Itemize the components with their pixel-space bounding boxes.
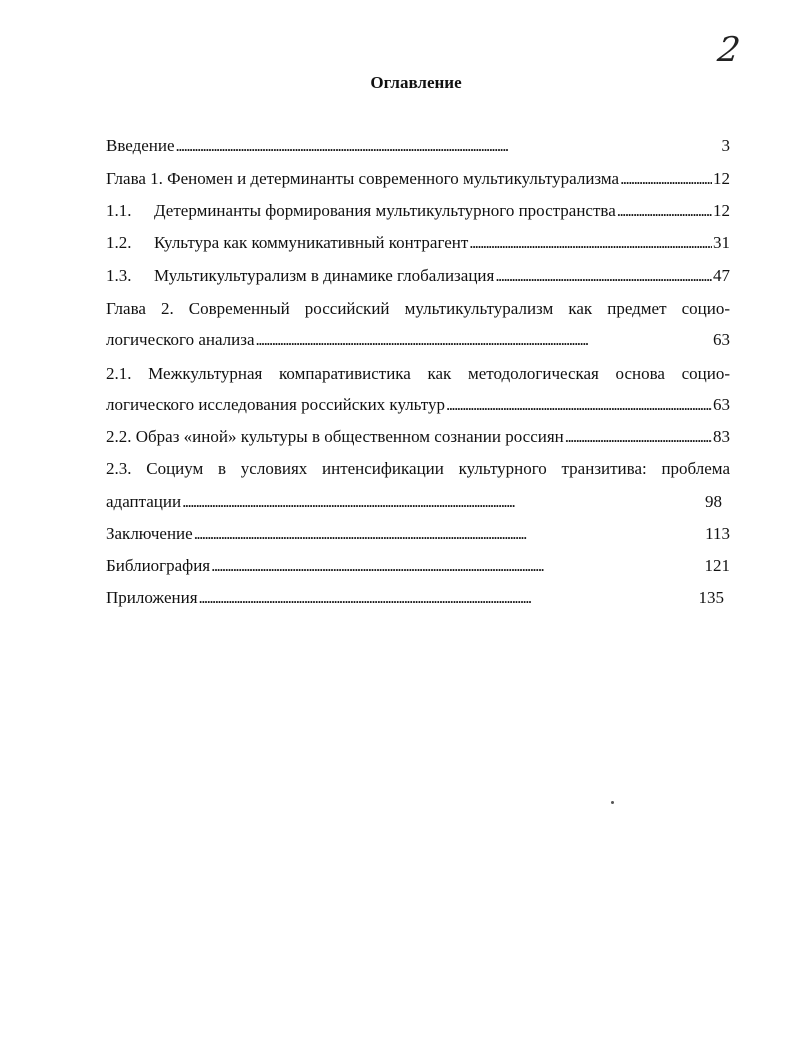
toc-page-number: 47 xyxy=(713,266,730,285)
toc-entry-section-2-1-line-2[interactable] xyxy=(106,394,730,416)
section-number: 1.2. xyxy=(106,233,132,252)
section-number: 1.3. xyxy=(106,266,132,285)
section-number: 1.1. xyxy=(106,201,132,220)
leader-dots xyxy=(495,265,712,287)
toc-page-number: 3 xyxy=(721,136,730,155)
toc-page-number: 31 xyxy=(713,233,730,252)
toc-page-number: 121 xyxy=(704,556,730,575)
toc-entry-section-2-1-line-1[interactable] xyxy=(106,363,730,385)
toc-entry-label: Приложения xyxy=(106,588,198,607)
toc-page-number: 12 xyxy=(713,201,730,220)
toc-entry-section-2-2[interactable] xyxy=(106,426,730,448)
leader-dots xyxy=(211,555,703,577)
leader-dots xyxy=(446,394,712,416)
toc-entry-label: Глава 1. Феномен и детерминанты современного мультикультурализма xyxy=(106,169,620,188)
toc-entry-appendices[interactable] xyxy=(106,587,724,609)
scan-speck xyxy=(611,801,614,804)
toc-entry-label: 2.3. Социум в условиях интенсификации культурного транзитива: проблема xyxy=(106,459,730,478)
toc-entry-bibliography[interactable] xyxy=(106,555,730,577)
toc-entry-chapter-2-line-2[interactable] xyxy=(106,329,730,351)
toc-page-number: 63 xyxy=(713,395,730,414)
leader-dots xyxy=(194,523,704,545)
toc-entry-label: 2.1. Межкультурная компаративистика как методологическая основа социо- xyxy=(106,364,730,383)
leader-dots xyxy=(565,426,712,448)
toc-entry-label: Культура как коммуникативный контрагент xyxy=(154,233,469,252)
toc-entry-intro[interactable] xyxy=(106,135,730,157)
leader-dots xyxy=(182,491,704,513)
toc-entry-label: логического анализа xyxy=(106,330,255,349)
toc-entry-label: адаптации xyxy=(106,492,182,511)
toc-title: Оглавление xyxy=(370,73,462,92)
toc-page-number: 12 xyxy=(713,169,730,188)
toc-entry-label: Детерминанты формирования мультикультурного пространства xyxy=(154,201,616,220)
toc-page-number: 83 xyxy=(713,427,730,446)
handwritten-page-number: 2 xyxy=(715,30,743,70)
toc-page-number: 135 xyxy=(698,588,724,607)
toc-entry-section-1-2[interactable] xyxy=(106,232,730,254)
toc-entry-label: Библиография xyxy=(106,556,211,575)
leader-dots xyxy=(199,587,698,609)
leader-dots xyxy=(617,200,712,222)
toc-entry-section-1-1[interactable] xyxy=(106,200,730,222)
toc-entry-conclusion[interactable] xyxy=(106,523,730,545)
leader-dots xyxy=(176,135,721,157)
toc-page-number: 113 xyxy=(705,524,730,543)
toc-entry-section-2-3-line-1[interactable] xyxy=(106,458,730,480)
toc-entry-label: Мультикультурализм в динамике глобализация xyxy=(154,266,495,285)
toc-entry-label: Глава 2. Современный российский мультикультурализм как предмет социо- xyxy=(106,299,730,318)
toc-entry-label: Заключение xyxy=(106,524,193,543)
leader-dots xyxy=(256,329,713,351)
toc-entry-label: Введение xyxy=(106,136,175,155)
leader-dots xyxy=(469,232,712,254)
toc-page-number: 98 xyxy=(705,492,722,511)
toc-entry-section-1-3[interactable] xyxy=(106,265,730,287)
toc-entry-chapter-1[interactable] xyxy=(106,168,730,190)
toc-entry-label: логического исследования российских культур xyxy=(106,395,445,414)
toc-entry-chapter-2-line-1[interactable] xyxy=(106,298,730,320)
toc-entry-section-2-3-line-2[interactable] xyxy=(106,491,722,513)
toc-page-number: 63 xyxy=(713,330,730,349)
leader-dots xyxy=(620,168,712,190)
toc-entry-label: 2.2. Образ «иной» культуры в общественном сознании россиян xyxy=(106,427,564,446)
